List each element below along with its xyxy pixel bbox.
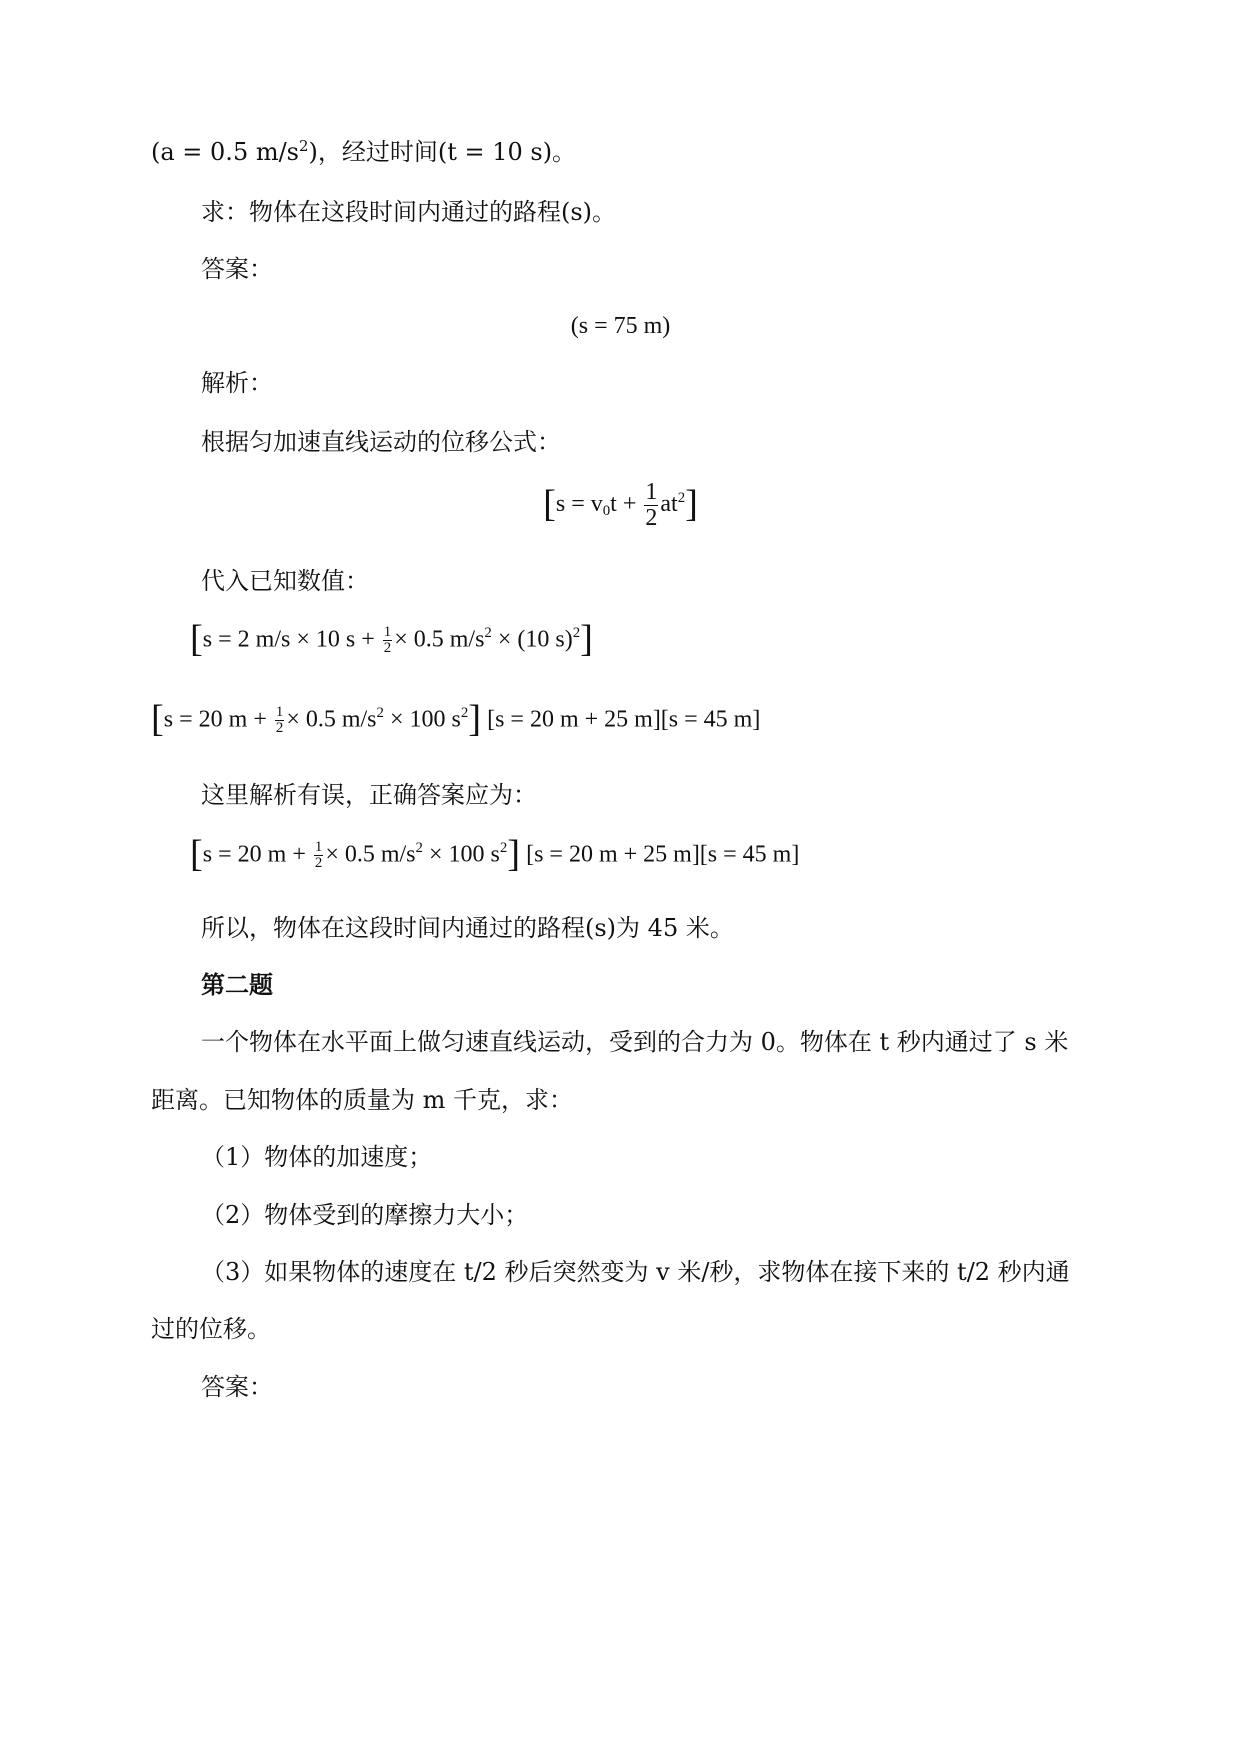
problem-text-line-1: 一个物体在水平面上做匀速直线运动，受到的合力为 0。物体在 t 秒内通过了 s 米 bbox=[201, 1028, 1069, 1056]
corrected-formula: [s = 20 m + $\frac{1}{2}$ × 0.5 $m/s^2 \times 100$ $s^2$] [s = 20 m + 25 m][s = 45 m] bbox=[190, 833, 800, 875]
fraction-denominator: 2 bbox=[314, 855, 323, 872]
formula-part: × 0.5 m/s bbox=[325, 841, 416, 868]
superscript: 2 bbox=[484, 625, 492, 642]
problem-text-line-2: 距离。已知物体的质量为 m 千克，求： bbox=[151, 1086, 574, 1114]
fraction-denominator: 2 bbox=[275, 720, 284, 737]
sub-question-3-line-2: 过的位移。 bbox=[151, 1315, 271, 1343]
fraction-numerator: 1 bbox=[645, 479, 658, 505]
fraction-half bbox=[314, 840, 323, 872]
fraction-numerator: 1 bbox=[314, 838, 323, 855]
formula-part: × (10 s) bbox=[491, 626, 573, 653]
formula-result: [s = 20 m + 25 m][s = 45 m] bbox=[487, 706, 761, 733]
formula-part: s = v bbox=[555, 491, 603, 518]
correction-note: 这里解析有误，正确答案应为： bbox=[201, 781, 537, 809]
formula-part: × 100 s bbox=[422, 841, 500, 868]
fraction-denominator: 2 bbox=[383, 640, 392, 657]
formula-part: × 0.5 m/s bbox=[286, 706, 377, 733]
formula-result: [s = 20 m + 25 m][s = 45 m] bbox=[526, 841, 800, 868]
fraction-half bbox=[275, 705, 284, 737]
subscript: 0 bbox=[602, 502, 611, 519]
sub-question-1: （1）物体的加速度； bbox=[201, 1143, 433, 1171]
superscript: 2 bbox=[572, 625, 581, 642]
superscript: 2 bbox=[299, 137, 309, 156]
displacement-formula-intro: 根据匀加速直线运动的位移公式： bbox=[201, 428, 561, 456]
question-text: 求：物体在这段时间内通过的路程(s)。 bbox=[201, 198, 617, 226]
superscript: 2 bbox=[460, 705, 469, 722]
answer-label: 答案： bbox=[201, 255, 273, 283]
answer-value: (s = 75 m) bbox=[570, 313, 671, 339]
fraction-denominator: 2 bbox=[645, 505, 658, 532]
formula-part: s = 20 m + bbox=[202, 841, 312, 868]
superscript: 2 bbox=[499, 840, 508, 857]
superscript: 2 bbox=[415, 840, 423, 857]
given-acceleration-text: (a = 0.5 m/s bbox=[151, 138, 299, 166]
analysis-label: 解析： bbox=[201, 369, 273, 397]
fraction-numerator: 1 bbox=[383, 623, 392, 640]
fraction-half bbox=[644, 480, 658, 531]
sub-question-3-line-1: （3）如果物体的速度在 t/2 秒后突然变为 v 米/秒，求物体在接下来的 t/2 秒内通 bbox=[201, 1258, 1070, 1286]
substitute-values-intro: 代入已知数值： bbox=[201, 567, 369, 595]
formula-part: × 100 s bbox=[383, 706, 461, 733]
conclusion-text: 所以，物体在这段时间内通过的路程(s)为 45 米。 bbox=[201, 914, 734, 942]
substitution-formula: [s = 2 m/s × 10 s + $\frac{1}{2}$ × 0.5 $m/s^2 \times (10$ s)$^2$] bbox=[190, 618, 593, 660]
section-heading: 第二题 bbox=[201, 970, 273, 999]
given-values-line bbox=[151, 137, 577, 166]
fraction-numerator: 1 bbox=[275, 703, 284, 720]
formula-part: s = 2 m/s × 10 s + bbox=[202, 626, 381, 653]
displacement-formula: [$s = v_0t$ + $\frac{1}{2}$ $at^2$] bbox=[543, 479, 698, 532]
given-time-text: )，经过时间(t = 10 s)。 bbox=[308, 138, 577, 166]
fraction-half bbox=[383, 625, 392, 657]
formula-part: s = 20 m + bbox=[163, 706, 273, 733]
calculation-formula: [s = 20 m + $\frac{1}{2}$ × 0.5 $m/s^2 \times 100$ $s^2$] [s = 20 m + 25 m][s = 45 m] bbox=[151, 698, 761, 740]
superscript: 2 bbox=[677, 490, 686, 507]
formula-part: at bbox=[660, 491, 678, 518]
superscript: 2 bbox=[376, 705, 384, 722]
formula-part: t + bbox=[610, 491, 643, 518]
answer-label-2: 答案： bbox=[201, 1373, 273, 1401]
sub-question-2: （2）物体受到的摩擦力大小； bbox=[201, 1201, 529, 1229]
formula-part: × 0.5 m/s bbox=[394, 626, 485, 653]
